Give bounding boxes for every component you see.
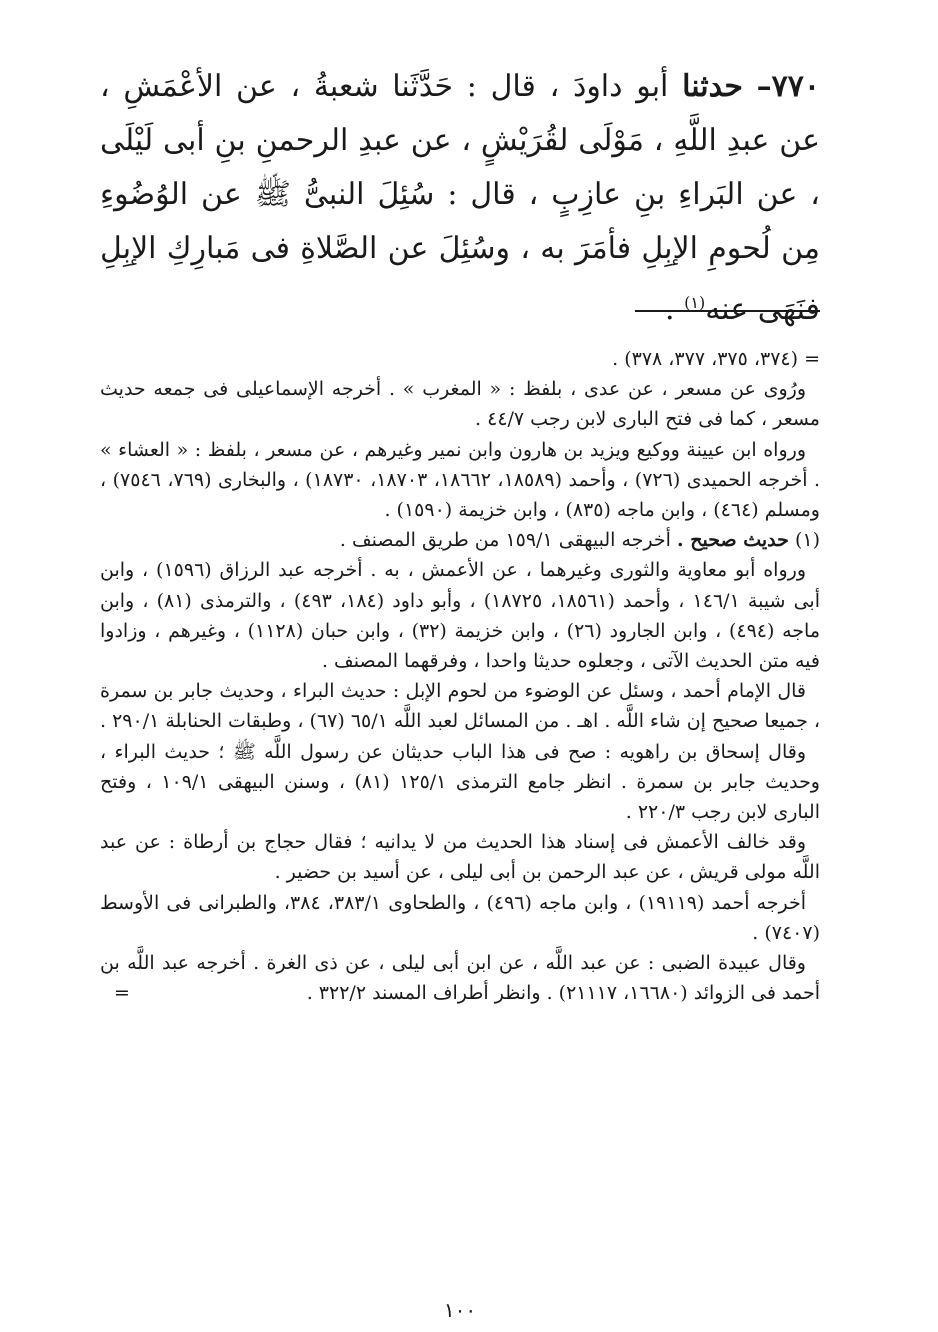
hadith-number: ٧٧٠– [756, 69, 820, 104]
hadith-end: . [665, 292, 685, 327]
footnote-1-grade: حديث صحيح . [676, 529, 789, 552]
footnote-1 [100, 525, 820, 555]
footnote-paragraph-last [100, 948, 820, 1008]
footnote-continuation: = (٣٧٤، ٣٧٥، ٣٧٧، ٣٧٨) . [612, 348, 820, 370]
footnotes [100, 344, 820, 1008]
footnote-paragraph: ورواه ابن عيينة ووكيع ويزيد بن هارون وابن نمير وغيرهم ، عن مسعر ، بلفظ : « العشاء » . أخرجه الحميدى (٧٢٦) ، وأحمد (١٨٥٨٩، ١٨٦٦٢، ١٨٧٠٣، ١٨٧٣٠) ، والبخارى (٧٦٩، ٧٥٤٦) ، ومسلم (٤٦٤) ، وابن ماجه (٨٣٥) ، وابن خزيمة (١٥٩٠) . [100, 438, 821, 522]
footnote-paragraph: وقد خالف الأعمش فى إسناد هذا الحديث من لا يدانيه ؛ فقال حجاج بن أرطاة : عن عبد اللَّه مولى قريش ، عن عبد الرحمن بن أبى ليلى ، عن أسيد بن حضير . [100, 831, 820, 884]
hadith-text: أبو داودَ ، قال : حَدَّثَنا شعبةُ ، عن الأعْمَشِ ، عن عبدِ اللَّهِ ، مَوْلَى لقُرَيْشٍ ، عن عبدِ الرحمنِ بنِ أبى لَيْلَى ، عن البَراءِ بنِ عازِبٍ ، قال : سُئِلَ النبىُّ ﷺ عن الوُضُوءِ مِن لُحومِ الإبِلِ فأمَرَ به ، وسُئِلَ عن الصَّلاةِ فى مَبارِكِ الإبِلِ فنَهَى عنه [100, 69, 820, 327]
footnote-paragraph: ورُوى عن مسعر ، عن عدى ، بلفظ : « المغرب » . أخرجه الإسماعيلى فى جمعه حديث مسعر ، كما فى فتح البارى لابن رجب ٤٤/٧ . [100, 378, 820, 431]
footnote-1-label: (١) [794, 529, 820, 552]
footnote-paragraph: وقال إسحاق بن راهويه : صح فى هذا الباب حديثان عن رسول اللَّه ﷺ ؛ حديث البراء ، وحديث جابر بن سمرة . انظر جامع الترمذى ١٢٥/١ (٨١) ، وسنن البيهقى ١٠٩/١ ، وفتح البارى لابن رجب ٢٢٠/٣ . [100, 740, 820, 824]
footnote-paragraph: ورواه أبو معاوية والثورى وغيرهما ، عن الأعمش ، به . أخرجه عبد الرزاق (١٥٩٦) ، وابن أبى شيبة ١٤٦/١ ، وأحمد (١٨٥٦١، ١٨٧٢٥) ، وأبو داود (١٨٤، ٤٩٣) ، والترمذى (٨١) ، وابن ماجه (٤٩٤) ، وابن الجارود (٢٦) ، وابن خزيمة (٣٢) ، وابن حبان (١١٢٨) ، وغيرهم ، وزادوا فيه متن الحديث الآتى ، وجعلوه حديثا واحدا ، وفرقهما المصنف . [100, 559, 821, 673]
footnote-reference: (١) [684, 293, 706, 312]
footnote-1-text: أخرجه البيهقى ١٥٩/١ من طريق المصنف . [339, 529, 671, 552]
book-page [99, 60, 821, 1322]
hadith-lead-word: حدثنا [682, 69, 743, 104]
footnote-separator [635, 310, 820, 312]
footnote-text: وقال عبيدة الضبى : عن عبد اللَّه ، عن ابن أبى ليلى ، عن ذى الغرة . أخرجه عبد اللَّه بن أحمد فى الزوائد (١٦٦٨٠، ٢١١١٧) . وانظر أطراف المسند ٣٢٢/٢ . [100, 952, 820, 1005]
continues-mark: = [114, 982, 130, 1005]
footnote-paragraph: أخرجه أحمد (١٩١١٩) ، وابن ماجه (٤٩٦) ، والطحاوى ٣٨٣/١، ٣٨٤، والطبرانى فى الأوسط (٧٤٠٧) . [100, 891, 820, 944]
page-number: ١٠٠ [443, 1298, 477, 1322]
footnote-paragraph: قال الإمام أحمد ، وسئل عن الوضوء من لحوم الإبل : حديث البراء ، وحديث جابر بن سمرة ، جميعا صحيح إن شاء اللَّه . اهـ . من المسائل لعبد اللَّه ٦٥/١ (٦٧) ، وطبقات الحنابلة ٢٩٠/١ . [99, 680, 820, 733]
hadith-770 [100, 60, 820, 337]
